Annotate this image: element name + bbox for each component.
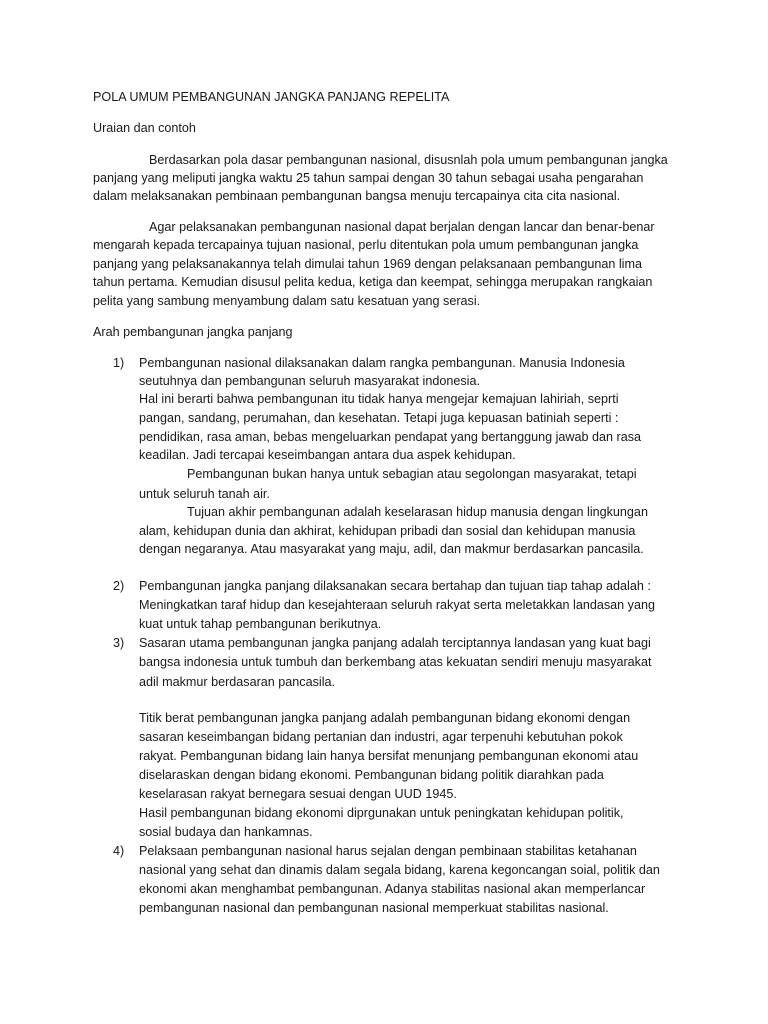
list-item-line: rakyat. Pembangunan bidang lain hanya bersifat menunjang pembangunan ekonomi atau: [139, 749, 639, 763]
list-item-number: 2): [113, 579, 125, 593]
intro-p2-line: panjang yang pelaksanakannya telah dimulai tahun 1969 dengan pelaksanaan pembangunan lima: [93, 257, 642, 271]
list-item-line: Pembangunan jangka panjang dilaksanakan secara bertahap dan tujuan tiap tahap adalah :: [139, 579, 651, 593]
list-item-line: sosial budaya dan hankamnas.: [139, 825, 313, 839]
intro-p2-line: mengarah kepada tercapainya tujuan nasional, perlu ditentukan pola umum pembangunan jangka: [93, 238, 639, 252]
list-item-line: Pembangunan nasional dilaksanakan dalam rangka pembangunan. Manusia Indonesia: [139, 356, 625, 370]
list-item-line: adil makmur berdasaran pancasila.: [139, 675, 336, 689]
list-item-line: keselarasan rakyat bernegara sesuai dengan UUD 1945.: [139, 787, 457, 801]
intro-p2-line: Agar pelaksanakan pembangunan nasional dapat berjalan dengan lancar dan benar-benar: [149, 220, 655, 234]
list-item-line: Tujuan akhir pembangunan adalah keselarasan hidup manusia dengan lingkungan: [187, 505, 648, 519]
list-item-line: pendidikan, rasa aman, bebas mengeluarkan pendapat yang bertanggung jawab dan rasa: [139, 430, 642, 444]
list-item-line: dengan negaranya. Atau masyarakat yang maju, adil, dan makmur berdasarkan pancasila.: [139, 542, 644, 556]
list-item-line: sasaran keseimbangan bidang pertanian dan industri, agar terpenuhi kebutuhan pokok: [139, 730, 623, 744]
intro-p1-line: dalam melaksanakan pembinaan pembangunan bangsa menuju tercapainya cita cita nasional.: [93, 189, 621, 203]
list-item-line: Meningkatkan taraf hidup dan kesejahteraan seluruh rakyat serta meletakkan landasan yang: [139, 598, 655, 612]
list-item-line: seutuhnya dan pembangunan seluruh masyarakat indonesia.: [139, 374, 480, 388]
list-item-line: keadilan. Jadi tercapai keseimbangan antara dua aspek kehidupan.: [139, 448, 516, 462]
list-item-line: Pembangunan bukan hanya untuk sebagian atau segolongan masyarakat, tetapi: [187, 467, 637, 481]
list-item-number: 4): [113, 844, 125, 858]
list-item-line: alam, kehidupan dunia dan akhirat, kehidupan pribadi dan sosial dan kehidupan manusia: [139, 524, 636, 538]
intro-p1-line: Berdasarkan pola dasar pembangunan nasional, disusnlah pola umum pembangunan jangka: [149, 153, 668, 167]
list-item-number: 1): [113, 356, 125, 370]
document-subtitle: Uraian dan contoh: [93, 121, 196, 135]
document-title: POLA UMUM PEMBANGUNAN JANGKA PANJANG REPELITA: [93, 90, 450, 104]
list-item-line: ekonomi akan menghambat pembangunan. Adanya stabilitas nasional akan memperlancar: [139, 882, 646, 896]
section-heading: Arah pembangunan jangka panjang: [93, 325, 293, 339]
intro-p1-line: panjang yang meliputi jangka waktu 25 tahun sampai dengan 30 tahun sebagai usaha pengarahan: [93, 171, 644, 185]
list-item-line: diselaraskan dengan bidang ekonomi. Pembangunan bidang politik diarahkan pada: [139, 768, 604, 782]
list-item-line: Hasil pembangunan bidang ekonomi diprgunakan untuk peningkatan kehidupan politik,: [139, 806, 624, 820]
list-item-line: pangan, sandang, perumahan, dan kesehatan. Tetapi juga kepuasan batiniah seperti :: [139, 411, 619, 425]
list-item-line: Sasaran utama pembangunan jangka panjang adalah terciptannya landasan yang kuat bagi: [139, 636, 651, 650]
intro-p2-line: pelita yang sambung menyambung dalam satu kesatuan yang serasi.: [93, 294, 481, 308]
list-item-line: nasional yang sehat dan dinamis dalam segala bidang, karena kegoncangan soial, politik dan: [139, 863, 660, 877]
list-item-line: Pelaksaan pembangunan nasional harus sejalan dengan pembinaan stabilitas ketahanan: [139, 844, 637, 858]
list-item-number: 3): [113, 636, 125, 650]
list-item-line: bangsa indonesia untuk tumbuh dan berkembang atas kekuatan sendiri menuju masyarakat: [139, 655, 652, 669]
list-item-line: pembangunan nasional dan pembangunan nasional memperkuat stabilitas nasional.: [139, 901, 609, 915]
list-item-line: Titik berat pembangunan jangka panjang adalah pembangunan bidang ekonomi dengan: [139, 711, 631, 725]
intro-p2-line: tahun pertama. Kemudian disusul pelita kedua, ketiga dan keempat, sehingga merupakan rangkaian: [93, 275, 653, 289]
list-item-line: kuat untuk tahap pembangunan berikutnya.: [139, 617, 382, 631]
list-item-line: Hal ini berarti bahwa pembangunan itu tidak hanya mengejar kemajuan lahiriah, seprti: [139, 392, 619, 406]
list-item-line: untuk seluruh tanah air.: [139, 487, 270, 501]
